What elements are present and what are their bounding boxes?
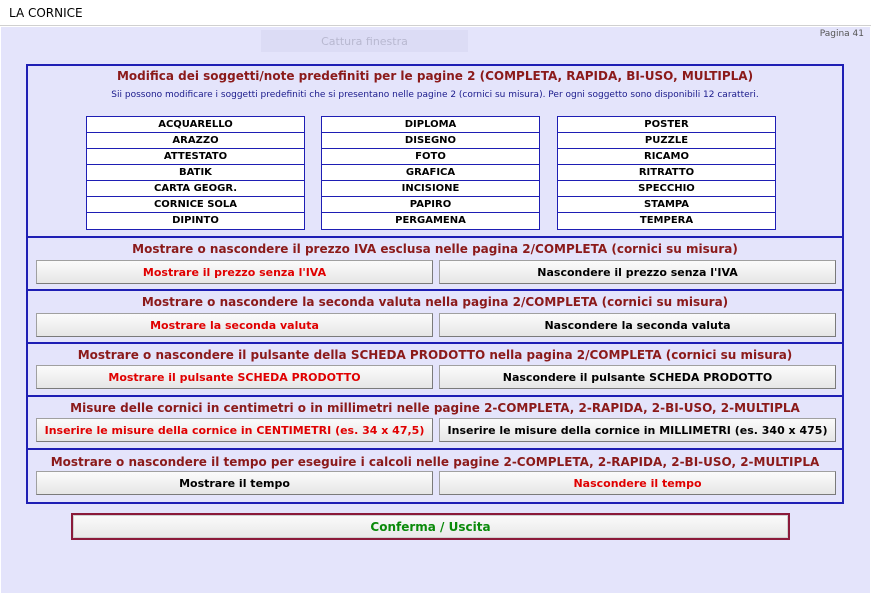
- hide-second-currency-button[interactable]: Nascondere la seconda valuta: [439, 313, 836, 337]
- hide-product-sheet-button[interactable]: Nascondere il pulsante SCHEDA PRODOTTO: [439, 365, 836, 389]
- page-number-label: Pagina 41: [819, 29, 864, 39]
- show-second-currency-button[interactable]: Mostrare la seconda valuta: [36, 313, 433, 337]
- client-area: [1, 27, 870, 593]
- confirm-exit-button[interactable]: Conferma / Uscita: [71, 513, 790, 540]
- subject-field[interactable]: PAPIRO: [322, 197, 539, 213]
- subject-field[interactable]: GRAFICA: [322, 165, 539, 181]
- section-divider: [28, 342, 842, 344]
- subject-field[interactable]: CORNICE SOLA: [87, 197, 304, 213]
- calc-time-heading: Mostrare o nascondere il tempo per eseguire i calcoli nelle pagine 2-COMPLETA, 2-RAPIDA, 2-BI-USO, 2-MULTIPLA: [50, 455, 820, 469]
- subject-field[interactable]: BATIK: [87, 165, 304, 181]
- subject-field[interactable]: INCISIONE: [322, 181, 539, 197]
- show-time-button[interactable]: Mostrare il tempo: [36, 471, 433, 495]
- second-currency-heading: Mostrare o nascondere la seconda valuta nella pagina 2/COMPLETA (cornici su misura): [141, 295, 729, 309]
- subject-field[interactable]: DIPINTO: [172, 215, 219, 226]
- hide-price-without-vat-button[interactable]: Nascondere il prezzo senza l'IVA: [439, 260, 836, 284]
- subject-field[interactable]: ARAZZO: [87, 133, 304, 149]
- subject-field[interactable]: TEMPERA: [639, 215, 694, 226]
- centimeters-button[interactable]: Inserire le misure della cornice in CENTIMETRI (es. 34 x 47,5): [36, 418, 433, 442]
- product-sheet-heading: Mostrare o nascondere il pulsante della SCHEDA PRODOTTO nella pagina 2/COMPLETA (cornici su misura): [77, 348, 793, 362]
- subject-field[interactable]: RICAMO: [558, 149, 775, 165]
- section-divider: [28, 289, 842, 291]
- measure-units-heading: Misure delle cornici in centimetri o in millimetri nelle pagine 2-COMPLETA, 2-RAPIDA, 2-BI-USO, 2-MULTIPLA: [70, 401, 800, 415]
- title-bar: [0, 0, 871, 26]
- section-divider: [28, 236, 842, 238]
- subject-field[interactable]: POSTER: [558, 117, 775, 133]
- show-product-sheet-button[interactable]: Mostrare il pulsante SCHEDA PRODOTTO: [36, 365, 433, 389]
- millimeters-button[interactable]: Inserire le misure della cornice in MILLIMETRI (es. 340 x 475): [439, 418, 836, 442]
- subject-field[interactable]: SPECCHIO: [558, 181, 775, 197]
- hide-time-button[interactable]: Nascondere il tempo: [439, 471, 836, 495]
- subjects-column-1: [86, 116, 305, 230]
- subject-field[interactable]: STAMPA: [558, 197, 775, 213]
- window-title: LA CORNICE: [9, 6, 83, 20]
- settings-panel: [26, 64, 844, 504]
- subject-field[interactable]: CARTA GEOGR.: [87, 181, 304, 197]
- show-price-without-vat-button[interactable]: Mostrare il prezzo senza l'IVA: [36, 260, 433, 284]
- subject-field[interactable]: ATTESTATO: [87, 149, 304, 165]
- section-divider: [28, 395, 842, 397]
- subject-field[interactable]: FOTO: [322, 149, 539, 165]
- vat-section-heading: Mostrare o nascondere il prezzo IVA esclusa nelle pagina 2/COMPLETA (cornici su misura): [132, 242, 738, 256]
- subjects-column-3: [557, 116, 776, 230]
- subject-field[interactable]: DIPLOMA: [322, 117, 539, 133]
- subject-field[interactable]: RITRATTO: [558, 165, 775, 181]
- capture-window-button[interactable]: Cattura finestra: [261, 30, 468, 52]
- subject-field[interactable]: PERGAMENA: [395, 215, 466, 226]
- section-divider: [28, 448, 842, 450]
- subjects-column-2: [321, 116, 540, 230]
- subject-field[interactable]: ACQUARELLO: [87, 117, 304, 133]
- subject-field[interactable]: DISEGNO: [322, 133, 539, 149]
- subject-field[interactable]: PUZZLE: [558, 133, 775, 149]
- subjects-heading: Modifica dei soggetti/note predefiniti per le pagine 2 (COMPLETA, RAPIDA, BI-USO, MULTIPLA): [116, 69, 754, 83]
- subjects-note: Sii possono modificare i soggetti predefiniti che si presentano nelle pagine 2 (cornici su misura). Per ogni soggetto sono disponibili 12 caratteri.: [111, 90, 759, 100]
